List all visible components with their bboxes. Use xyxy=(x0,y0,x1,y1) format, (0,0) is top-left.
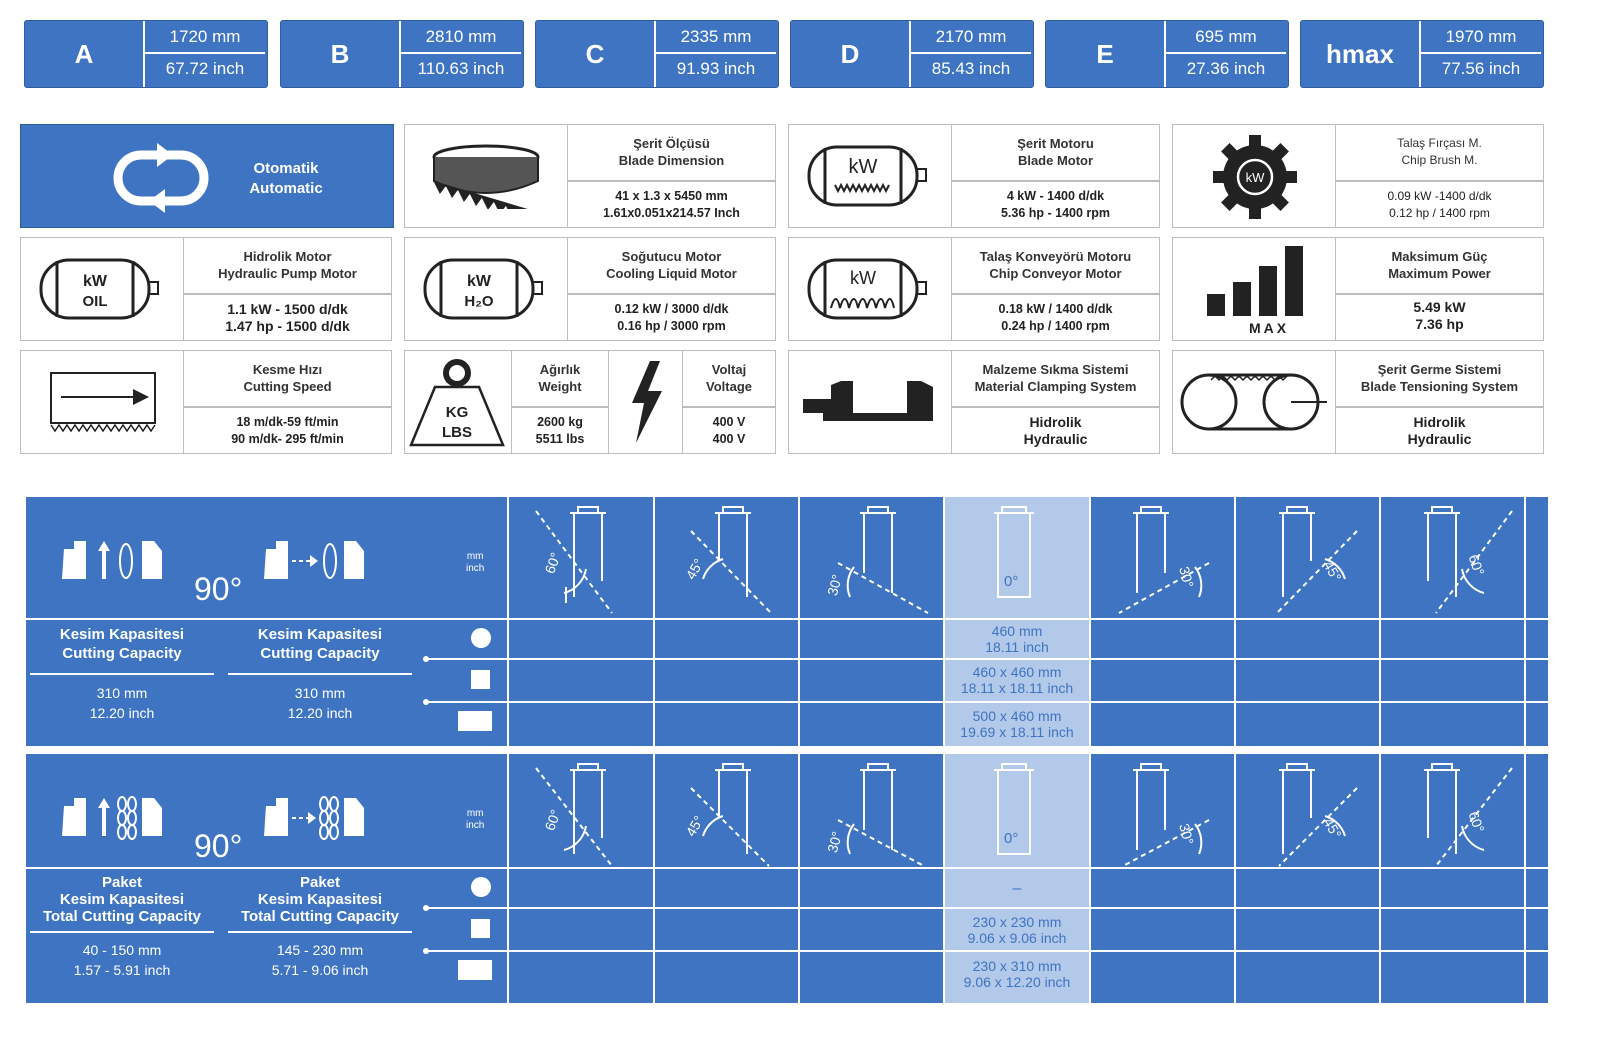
zero-round-value xyxy=(946,620,1088,658)
cutting-capacity-table xyxy=(26,497,1548,746)
miter-angle-diagrams xyxy=(508,754,1548,868)
zero-round-mm: 460 mm xyxy=(991,623,1043,639)
spec-value-1: 4 kW - 1400 d/dk xyxy=(1006,188,1105,203)
spec-title-tr: Maksimum Güç xyxy=(1391,249,1488,264)
spec-title-en: Blade Dimension xyxy=(618,153,725,168)
zero-round-dash: – xyxy=(1012,880,1022,897)
max-power-icon-cell xyxy=(1173,238,1336,340)
voltage-icon-cell xyxy=(610,351,683,453)
angle-label: 45° xyxy=(1320,814,1345,842)
automatic-cycle-icon xyxy=(101,143,221,213)
motor-icon-text: kW xyxy=(848,156,878,178)
bundle-label-en: Total Cutting Capacity xyxy=(240,908,400,925)
blade-ring-icon xyxy=(429,143,544,209)
clamping-card xyxy=(788,350,1160,454)
spec-value-2: 0.16 hp / 3000 rpm xyxy=(617,318,726,333)
cooling-motor-icon xyxy=(421,256,551,322)
miter-45-right-diagram xyxy=(1279,764,1357,866)
zero-rect-inch: 9.06 x 12.20 inch xyxy=(963,974,1071,990)
rectangular-bar-icon xyxy=(458,960,492,980)
lightning-bolt-icon xyxy=(628,361,666,443)
spec-value-2: Hydraulic xyxy=(1407,430,1472,447)
spec-value-2: 0.24 hp / 1400 rpm xyxy=(1001,318,1110,333)
spec-title-en: Maximum Power xyxy=(1388,266,1491,281)
dimension-inch: 27.36 inch xyxy=(1186,59,1266,78)
spec-value-1: 400 V xyxy=(712,414,746,429)
spec-title-en: Weight xyxy=(538,379,582,394)
hydraulic-motor-icon xyxy=(37,256,167,322)
spec-value-1: 2600 kg xyxy=(537,414,583,429)
spec-value-2: 7.36 hp xyxy=(1415,316,1464,332)
angle-label: 45° xyxy=(682,812,707,840)
bundle-value-inch: 5.71 - 9.06 inch xyxy=(271,962,369,978)
spec-value-2: 1.61x0.051x214.57 Inch xyxy=(603,205,740,220)
spec-value-2: Hydraulic xyxy=(1023,430,1088,447)
cooling-icon-cell xyxy=(405,238,568,340)
rectangular-bar-icon xyxy=(458,711,492,731)
spec-value-1: 0.18 kW / 1400 d/dk xyxy=(998,301,1113,316)
automatic-card xyxy=(20,124,394,228)
zero-rect-mm: 500 x 460 mm xyxy=(972,708,1062,724)
dimension-inch: 91.93 inch xyxy=(676,59,756,78)
spec-title-en: Voltage xyxy=(706,379,752,394)
tensioning-icon-cell xyxy=(1173,351,1336,453)
motor-icon-subtext: OIL xyxy=(82,293,108,310)
motor-icon-text: kW xyxy=(467,273,491,290)
zero-square-value xyxy=(946,910,1088,950)
spec-title-en: Blade Tensioning System xyxy=(1360,379,1519,394)
cutting-speed-card xyxy=(20,350,392,454)
blade-tension-icon xyxy=(1179,371,1329,433)
miter-30-left-diagram xyxy=(838,764,924,866)
dimension-mm: 2810 mm xyxy=(425,27,497,46)
weight-icon-cell xyxy=(405,351,512,453)
spec-title-en: Hydraulic Pump Motor xyxy=(218,266,357,281)
zero-round-value xyxy=(946,870,1088,908)
spec-title-tr: Talaş Fırçası M. xyxy=(1397,136,1482,150)
dimension-letter: B xyxy=(330,38,350,69)
clamping-icon-cell xyxy=(789,351,952,453)
spec-title-en: Chip Brush M. xyxy=(1401,153,1478,167)
zero-rect-value xyxy=(946,704,1088,744)
dimension-e xyxy=(1045,20,1289,88)
dimension-mm: 2170 mm xyxy=(935,27,1007,46)
gear-icon-text: kW xyxy=(1245,170,1265,185)
conveyor-motor-icon xyxy=(805,256,935,322)
hydraulic-motor-card xyxy=(20,237,392,341)
angle-label: 30° xyxy=(1176,821,1198,847)
dimension-mm: 1720 mm xyxy=(169,27,241,46)
spec-value-1: 41 x 1.3 x 5450 mm xyxy=(615,188,728,203)
tensioning-card xyxy=(1172,350,1544,454)
bundle-label-tr: Kesim Kapasitesi xyxy=(257,891,383,908)
zero-rect-value xyxy=(946,954,1088,994)
gear-icon xyxy=(1211,133,1299,221)
zero-square-inch: 9.06 x 9.06 inch xyxy=(967,930,1067,946)
bundle-label-en: Total Cutting Capacity xyxy=(42,908,202,925)
max-label: MAX xyxy=(1248,320,1290,336)
capacity-value-inch: 12.20 inch xyxy=(89,705,155,721)
spec-title-en: Cooling Liquid Motor xyxy=(606,266,737,281)
capacity-label-en: Cutting Capacity xyxy=(260,645,380,662)
chip-brush-card xyxy=(1172,124,1544,228)
miter-30-right-diagram xyxy=(1123,764,1209,866)
bundle-capacity-table xyxy=(26,754,1548,1003)
dimension-inch: 110.63 inch xyxy=(417,59,505,78)
zero-square-mm: 230 x 230 mm xyxy=(972,914,1062,930)
bundle-vise-vertical-icon xyxy=(60,794,170,840)
spec-value-1: 0.12 kW / 3000 d/dk xyxy=(614,301,729,316)
capacity-label-tr: Kesim Kapasitesi xyxy=(257,626,383,643)
hydraulic-icon-cell xyxy=(21,238,184,340)
spec-title-tr: Kesme Hızı xyxy=(252,362,323,377)
blade-icon-cell xyxy=(405,125,568,227)
spec-value-1: 1.1 kW - 1500 d/dk xyxy=(227,300,348,317)
spec-title-tr: Şerit Motoru xyxy=(1017,136,1094,151)
angle-label: 30° xyxy=(824,572,846,598)
miter-45-left-diagram xyxy=(691,764,769,866)
angle-label: 60° xyxy=(541,807,564,833)
miter-45-right-diagram xyxy=(1277,507,1357,613)
dimension-letter: hmax xyxy=(1326,38,1394,69)
dimension-b xyxy=(280,20,524,88)
dimension-mm: 695 mm xyxy=(1195,27,1257,46)
spec-value-1: 5.49 kW xyxy=(1413,299,1466,315)
spec-value-2: 400 V xyxy=(712,431,746,446)
motor-icon-subtext: H₂O xyxy=(464,293,494,310)
spec-value-2: 0.12 hp / 1400 rpm xyxy=(1389,205,1490,220)
square-bar-icon xyxy=(471,919,490,938)
dimension-a xyxy=(24,20,268,88)
dimension-c xyxy=(535,20,779,88)
angle-label: 60° xyxy=(1465,809,1488,835)
dimension-inch: 67.72 inch xyxy=(165,59,245,78)
weight-icon-text: KG xyxy=(445,404,469,421)
capacity-value-inch: 12.20 inch xyxy=(287,705,353,721)
spec-title-en: Chip Conveyor Motor xyxy=(989,266,1122,281)
capacity-label-en: Cutting Capacity xyxy=(62,645,182,662)
conveyor-icon-cell xyxy=(789,238,952,340)
spec-title-tr: Voltaj xyxy=(711,362,747,377)
dimension-letter: D xyxy=(840,38,860,69)
spec-title-tr: Ağırlık xyxy=(539,362,581,377)
dimension-mm: 2335 mm xyxy=(680,27,752,46)
automatic-label-tr: Otomatik xyxy=(253,160,319,177)
bundle-vise-horizontal-icon xyxy=(262,794,372,840)
bundle-value-mm: 145 - 230 mm xyxy=(276,942,364,958)
motor-icon-text: kW xyxy=(850,268,876,288)
spec-value-1: 18 m/dk-59 ft/min xyxy=(236,414,339,429)
cooling-motor-card xyxy=(404,237,776,341)
dimension-letter: C xyxy=(585,38,605,69)
chip-brush-icon-cell xyxy=(1173,125,1336,227)
angle-label: 30° xyxy=(824,829,846,855)
bundle-value-mm: 40 - 150 mm xyxy=(82,942,162,958)
unit-mm: mm xyxy=(466,808,484,819)
weight-voltage-card xyxy=(404,350,776,454)
unit-inch: inch xyxy=(466,563,485,574)
blade-motor-icon xyxy=(805,143,935,209)
dimension-mm: 1970 mm xyxy=(1445,27,1517,46)
unit-mm: mm xyxy=(466,551,484,562)
dimension-d xyxy=(790,20,1034,88)
spec-value-2: 90 m/dk- 295 ft/min xyxy=(231,431,344,446)
spec-title-en: Cutting Speed xyxy=(243,379,332,394)
bundle-label-0: Paket xyxy=(101,874,143,891)
angle-label-zero: 0° xyxy=(1004,830,1019,847)
zero-rect-mm: 230 x 310 mm xyxy=(972,958,1062,974)
bundle-label-tr: Kesim Kapasitesi xyxy=(59,891,185,908)
round-bar-icon xyxy=(471,877,491,897)
dimension-inch: 77.56 inch xyxy=(1441,59,1521,78)
weight-icon xyxy=(407,357,507,449)
weight-icon-subtext: LBS xyxy=(442,424,472,441)
miter-30-left-diagram xyxy=(838,507,928,613)
angle-label: 45° xyxy=(682,555,707,583)
miter-45-left-diagram xyxy=(691,507,771,613)
dimension-letter: A xyxy=(74,38,94,69)
spec-value-1: 0.09 kW -1400 d/dk xyxy=(1387,188,1492,203)
bundle-label-0: Paket xyxy=(299,874,341,891)
vise-icon xyxy=(801,377,941,427)
motor-icon-text: kW xyxy=(83,273,107,290)
spec-value-1: Hidrolik xyxy=(1413,413,1466,430)
angle-label: 60° xyxy=(1465,552,1488,578)
dimension-hmax xyxy=(1300,20,1544,88)
unit-inch: inch xyxy=(466,820,485,831)
signal-bars-icon xyxy=(1205,244,1305,336)
zero-square-inch: 18.11 x 18.11 inch xyxy=(960,680,1074,696)
miter-30-right-diagram xyxy=(1119,507,1209,613)
spec-title-en: Blade Motor xyxy=(1017,153,1094,168)
cutting-speed-icon-cell xyxy=(21,351,184,453)
capacity-label-tr: Kesim Kapasitesi xyxy=(59,626,185,643)
miter-angle-diagrams xyxy=(508,497,1548,619)
zero-square-value xyxy=(946,660,1088,700)
angle-label: 30° xyxy=(1176,564,1198,590)
zero-square-mm: 460 x 460 mm xyxy=(972,664,1062,680)
spec-value-2: 1.47 hp - 1500 d/dk xyxy=(225,317,350,334)
angle-label: 45° xyxy=(1320,557,1345,585)
chip-conveyor-card xyxy=(788,237,1160,341)
angle-label-zero: 0° xyxy=(1004,573,1019,590)
dimension-letter: E xyxy=(1096,38,1114,69)
spec-title-tr: Soğutucu Motor xyxy=(621,249,722,264)
zero-rect-inch: 19.69 x 18.11 inch xyxy=(960,724,1074,740)
spec-title-en: Material Clamping System xyxy=(974,379,1137,394)
blade-dimension-card xyxy=(404,124,776,228)
angle-90-label: 90° xyxy=(194,571,243,607)
square-bar-icon xyxy=(471,670,490,689)
bundle-value-inch: 1.57 - 5.91 inch xyxy=(73,962,171,978)
spec-title-tr: Şerit Germe Sistemi xyxy=(1377,362,1502,377)
zero-round-inch: 18.11 inch xyxy=(985,639,1049,655)
blade-motor-card xyxy=(788,124,1160,228)
spec-title-tr: Hidrolik Motor xyxy=(243,249,332,264)
vise-vertical-icon xyxy=(60,537,170,583)
motor-icon-cell xyxy=(789,125,952,227)
spec-value-2: 5.36 hp - 1400 rpm xyxy=(1000,205,1111,220)
capacity-value-mm: 310 mm xyxy=(294,685,346,701)
spec-title-tr: Şerit Ölçüsü xyxy=(633,136,710,151)
max-power-card xyxy=(1172,237,1544,341)
capacity-value-mm: 310 mm xyxy=(96,685,148,701)
cutting-speed-icon xyxy=(47,369,159,435)
spec-value-2: 5511 lbs xyxy=(535,431,585,446)
angle-label: 60° xyxy=(541,550,564,576)
angle-90-label: 90° xyxy=(194,828,243,864)
round-bar-icon xyxy=(471,628,491,648)
dimension-inch: 85.43 inch xyxy=(931,59,1011,78)
automatic-label-en: Automatic xyxy=(249,180,323,197)
spec-title-tr: Talaş Konveyörü Motoru xyxy=(979,249,1132,264)
vise-horizontal-icon xyxy=(262,537,372,583)
spec-title-tr: Malzeme Sıkma Sistemi xyxy=(982,362,1129,377)
spec-value-1: Hidrolik xyxy=(1029,413,1082,430)
